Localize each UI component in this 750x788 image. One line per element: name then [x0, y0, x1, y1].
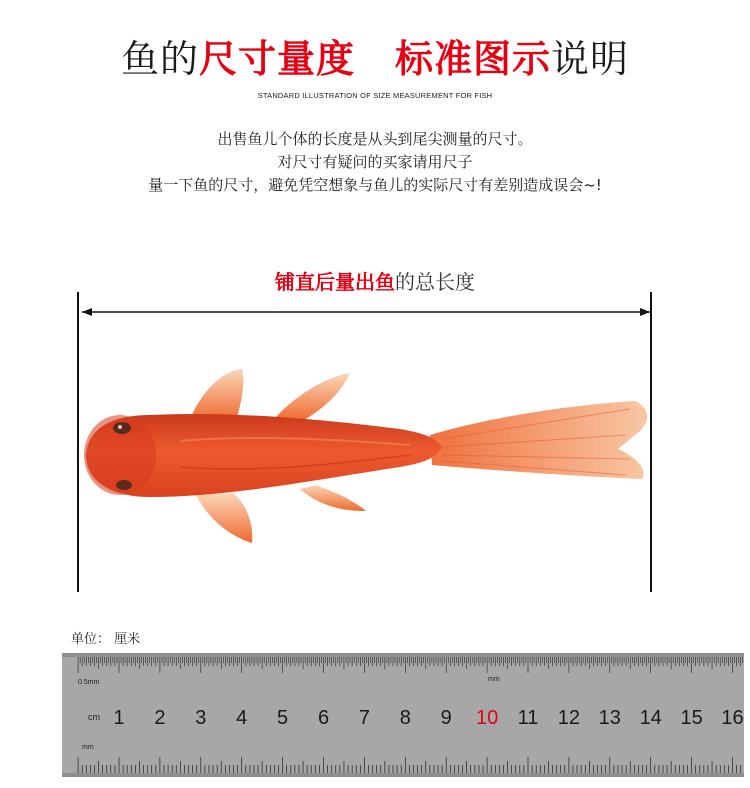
ruler-number: 14 [639, 707, 662, 729]
page-subtitle: STANDARD ILLUSTRATION OF SIZE MEASUREMENT FOR FISH [257, 91, 493, 100]
ruler-number: 12 [557, 707, 581, 729]
ruler-number: 8 [399, 707, 411, 729]
ruler-bottom-mm-label: mm [82, 744, 94, 751]
title-part-4: 说明 [551, 37, 630, 81]
ruler-number: 7 [358, 707, 370, 729]
ruler-mid-mm-label: mm [488, 676, 500, 683]
ruler-number: 2 [154, 707, 166, 729]
ruler-cm-label: cm [88, 712, 100, 722]
ruler-number: 6 [317, 707, 330, 729]
ruler-number: 3 [195, 707, 207, 729]
page-title [0, 28, 750, 83]
fish-image [70, 355, 660, 555]
ruler-top-scale-label: 0.5mm [78, 679, 100, 686]
ruler-number: 16 [721, 707, 744, 729]
measure-label-red: 铺直后量出鱼 [275, 270, 395, 294]
ruler-number: 9 [440, 707, 452, 729]
measure-label-rest: 的总长度 [395, 270, 475, 294]
measure-label [0, 266, 750, 295]
ruler-number: 15 [680, 707, 703, 729]
length-arrow [80, 312, 652, 313]
unit-label: 单位： 厘米 [71, 632, 141, 647]
ruler-number: 4 [236, 707, 248, 729]
ruler-number: 5 [277, 707, 289, 729]
ruler-number: 10 [475, 707, 499, 729]
ruler [62, 653, 744, 777]
description [0, 128, 750, 197]
title-part-2: 尺寸量度 [198, 37, 355, 81]
description-line: 量一下鱼的尺寸，避免凭空想象与鱼儿的实际尺寸有差别造成误会~! [148, 176, 602, 194]
title-part-3: 标准图示 [395, 37, 552, 81]
ruler-number: 1 [113, 707, 125, 729]
description-line: 出售鱼儿个体的长度是从头到尾尖测量的尺寸。 [217, 130, 533, 148]
ruler-number: 13 [598, 707, 621, 729]
ruler-number: 11 [517, 707, 539, 729]
title-part-1: 鱼的 [120, 37, 199, 81]
description-line: 对尺寸有疑问的买家请用尺子 [277, 153, 473, 171]
